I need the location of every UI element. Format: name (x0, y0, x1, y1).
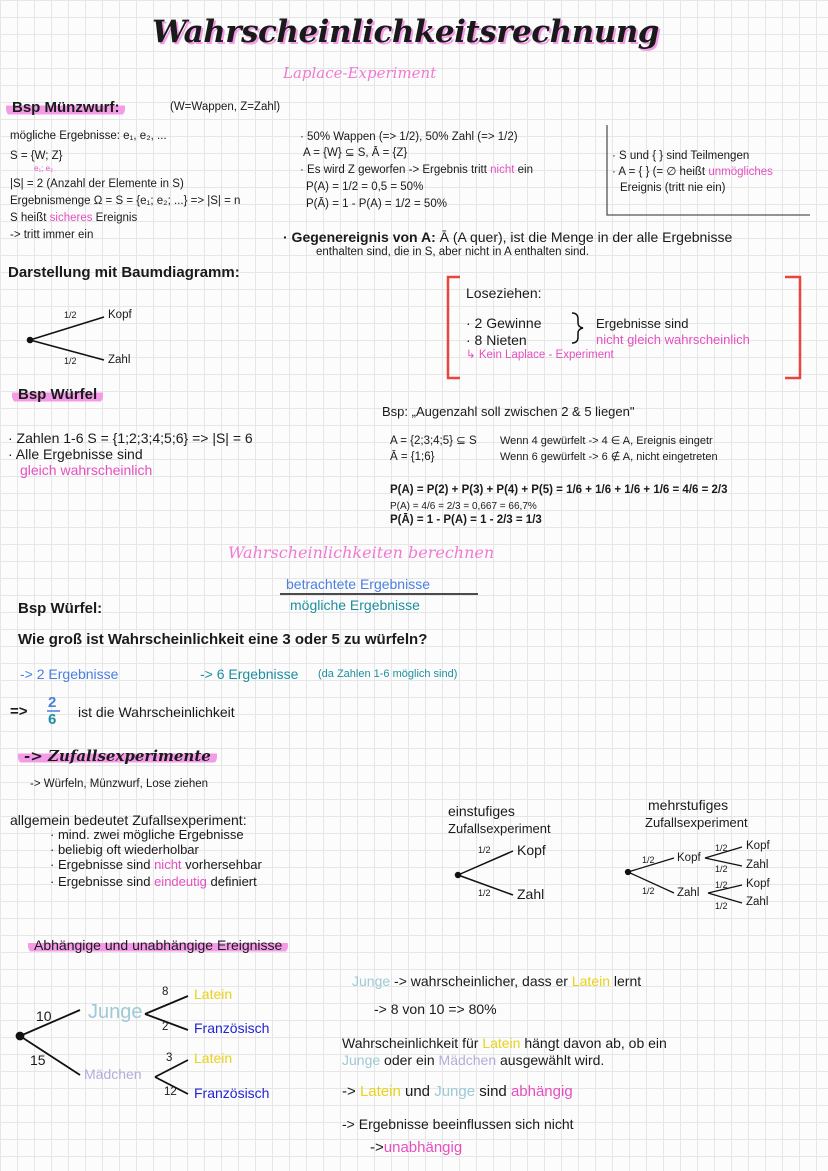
bullet: · beliebig oft wiederholbar (50, 842, 199, 857)
text-line: · 50% Wappen (=> 1/2), 50% Zahl (=> 1/2) (300, 131, 518, 143)
branch-count: 15 (30, 1052, 46, 1068)
text-line (352, 973, 641, 990)
branch-count: 3 (166, 1052, 173, 1064)
text-line: ist die Wahrscheinlichkeit (78, 704, 235, 720)
text-line: Ā = {1;6} (390, 451, 435, 463)
text-line: -> Ergebnisse beeinflussen sich nicht (342, 1116, 574, 1132)
text-line: P(A) = P(2) + P(3) + P(4) + P(5) = 1/6 + 1/6 + 1/6 + 1/6 = 4/6 = 2/3 (390, 484, 728, 496)
text-line: gleich wahrscheinlich (20, 462, 153, 478)
text: -> wahrscheinlicher, dass er (394, 973, 568, 989)
text-line: A = {2;3;4;5} ⊆ S (390, 435, 477, 447)
text-line: Ergebnismenge Ω = S = {e₁; e₂; ...} => |S| = n (10, 195, 241, 207)
branch-count: 10 (36, 1008, 52, 1024)
node-latein: Latein (194, 986, 233, 1002)
page-title: Wahrscheinlichkeitsrechnung (152, 14, 659, 50)
word-abhaengig: abhängig (510, 1083, 573, 1100)
probability-label: 1/2 (64, 356, 77, 366)
node-junge: Junge (88, 1001, 143, 1023)
probability-label: 1/2 (478, 845, 491, 855)
arrow: -> (370, 1139, 384, 1156)
baum-heading: Darstellung mit Baumdiagramm: (8, 264, 240, 281)
probability-label: 1/2 (715, 901, 728, 911)
text-line: -> 6 Ergebnisse (200, 666, 299, 682)
text: S heißt (10, 212, 47, 224)
highlight-word: eindeutig (154, 874, 207, 889)
text: Wahrscheinlichkeit für (342, 1035, 479, 1051)
text-line: ↳ Kein Laplace - Experiment (466, 349, 614, 361)
branch-count: 8 (162, 986, 169, 998)
label: Zufallsexperiment (448, 821, 551, 836)
outcome-kopf: Kopf (746, 840, 770, 852)
label: mehrstufiges (648, 797, 729, 813)
node-latein: Latein (194, 1050, 233, 1066)
word-junge: Junge (434, 1083, 476, 1100)
box-line: Ereignis (tritt nie ein) (620, 182, 726, 194)
word-junge: Junge (352, 973, 391, 989)
text: definiert (210, 874, 257, 889)
text-line (370, 1139, 462, 1157)
text: Ā (A quer), ist die Menge in der alle Ergebnisse (439, 229, 733, 245)
probability-label: 1/2 (642, 886, 655, 896)
text: sind (479, 1083, 507, 1100)
text: ausgewählt wird. (500, 1052, 605, 1068)
probability-label: 1/2 (64, 310, 77, 320)
gegenereignis-term: · Gegenereignis von A: (283, 229, 436, 245)
outcome-zahl: Zahl (108, 354, 131, 366)
word-maedchen: Mädchen (438, 1052, 497, 1068)
text: lernt (613, 973, 642, 989)
text-line: -> Würfeln, Münzwurf, Lose ziehen (30, 778, 209, 790)
text-line: e₁; e₂ (34, 164, 54, 173)
fraction-numerator: betrachtete Ergebnisse (286, 576, 430, 592)
highlight-word: sicheres (49, 212, 93, 224)
text-line: Bsp: „Augenzahl soll zwischen 2 & 5 liegen" (382, 404, 635, 419)
outcome-zahl: Zahl (746, 859, 769, 871)
probability-label: 1/2 (715, 864, 728, 874)
text-line: S = {W; Z} (10, 150, 63, 162)
branch-count: 12 (164, 1086, 177, 1098)
text-line: P(A) = 1/2 = 0,5 = 50% (306, 181, 424, 193)
text-line: -> 8 von 10 => 80% (374, 1001, 497, 1017)
text-line: Ergebnisse sind (596, 316, 689, 331)
word-unabhaengig: unabhängig (383, 1139, 463, 1156)
text: und (404, 1083, 431, 1100)
text-line: A = {W} ⊆ S, Ā = {Z} (303, 147, 408, 159)
bullet: · mind. zwei mögliche Ergebnisse (50, 827, 244, 842)
probability-label: 1/2 (478, 888, 491, 898)
brace-icon (572, 313, 583, 343)
text-line: enthalten sind, die in S, aber nicht in A enthalten sind. (316, 246, 589, 258)
lose-item: · 2 Gewinne (466, 315, 542, 331)
muenzwurf-heading: Bsp Münzwurf: (6, 99, 125, 117)
text: vorhersehbar (185, 857, 262, 872)
outcome-kopf: Kopf (517, 842, 546, 858)
word-latein: Latein (482, 1035, 521, 1051)
node-maedchen: Mädchen (84, 1066, 142, 1082)
word-latein: Latein (571, 973, 611, 989)
outcome-zahl: Zahl (517, 886, 545, 902)
zufall-heading: -> Zufallsexperimente (18, 747, 217, 765)
text: · Es wird Z geworfen -> Ergebnis tritt (300, 164, 487, 176)
muenzwurf-legend: (W=Wappen, Z=Zahl) (170, 101, 281, 113)
box-line: · S und { } sind Teilmengen (612, 150, 750, 162)
bullet (50, 874, 257, 890)
probability-label: 1/2 (715, 880, 728, 890)
text-line: P(Ā) = 1 - P(A) = 1 - 2/3 = 1/3 (390, 514, 542, 526)
text: hängt davon ab, ob ein (524, 1035, 667, 1051)
text-line: (da Zahlen 1-6 möglich sind) (318, 668, 458, 680)
text: oder ein (384, 1052, 435, 1068)
question: Wie groß ist Wahrscheinlichkeit eine 3 oder 5 zu würfeln? (18, 631, 428, 648)
lose-item: · 8 Nieten (466, 332, 527, 348)
tree-muenzwurf (28, 317, 105, 360)
text-line: |S| = 2 (Anzahl der Elemente in S) (10, 178, 184, 190)
text-line: · Alle Ergebnisse sind (8, 446, 143, 462)
text-line (342, 1035, 667, 1052)
gegenereignis-line (283, 229, 732, 246)
text-line: nicht gleich wahrscheinlich (596, 332, 750, 347)
outcome-kopf: Kopf (677, 852, 701, 864)
label: Zufallsexperiment (645, 815, 748, 830)
text: · A = { } (= ∅ heißt (612, 166, 706, 178)
arrow: -> (342, 1083, 356, 1100)
text: · Ergebnisse sind (50, 857, 151, 872)
outcome-zahl: Zahl (746, 896, 769, 908)
subtitle: Laplace-Experiment (283, 64, 437, 82)
text: ein (517, 164, 533, 176)
highlight-word: nicht (154, 857, 182, 872)
text-line: · Zahlen 1-6 S = {1;2;3;4;5;6} => |S| = 6 (8, 430, 253, 446)
text-line: -> 2 Ergebnisse (20, 666, 119, 682)
text-line: allgemein bedeutet Zufallsexperiment: (10, 812, 247, 828)
node-franzoesisch: Französisch (194, 1085, 270, 1101)
abh-heading: Abhängige und unabhängige Ereignisse (28, 937, 288, 954)
bullet (50, 857, 262, 873)
text-line: P(Ā) = 1 - P(A) = 1/2 = 50% (306, 198, 447, 210)
outcome-zahl: Zahl (677, 887, 700, 899)
arrow: => (10, 703, 28, 720)
fraction-num: 2 (48, 694, 57, 711)
fraction-denominator: mögliche Ergebnisse (290, 597, 420, 613)
branch-count: 2 (162, 1021, 169, 1033)
lose-heading: Loseziehen: (466, 285, 542, 301)
text: · Ergebnisse sind (50, 874, 151, 889)
probability-label: 1/2 (715, 843, 728, 853)
text-line: -> tritt immer ein (10, 229, 94, 241)
word-junge: Junge (342, 1052, 381, 1068)
text-line (342, 1083, 573, 1101)
text-line: P(A) = 4/6 = 2/3 = 0,667 = 66,7% (390, 501, 537, 512)
node-franzoesisch: Französisch (194, 1020, 270, 1036)
outcome-kopf: Kopf (108, 309, 132, 321)
text-line (342, 1052, 604, 1069)
probability-label: 1/2 (642, 855, 655, 865)
outcome-kopf: Kopf (746, 878, 770, 890)
text-line (300, 164, 533, 178)
highlight-word: unmögliches (708, 166, 773, 178)
text: Ereignis (95, 212, 138, 224)
text-line: Wenn 4 gewürfelt -> 4 ∈ A, Ereignis eingetr (500, 435, 713, 447)
berechnen-heading: Wahrscheinlichkeiten berechnen (228, 543, 495, 562)
wuerfel-heading: Bsp Würfel (12, 386, 103, 404)
bsp-wuerfel: Bsp Würfel: (18, 600, 103, 617)
word-latein: Latein (359, 1083, 401, 1100)
text-line: Wenn 6 gewürfelt -> 6 ∉ A, nicht eingetreten (500, 451, 718, 463)
box-line (612, 166, 773, 180)
highlight-word: nicht (490, 164, 515, 176)
label: einstufiges (448, 803, 515, 819)
text-line (10, 212, 137, 226)
fraction-den: 6 (48, 711, 57, 728)
text-line: mögliche Ergebnisse: e₁, e₂, ... (10, 130, 167, 142)
